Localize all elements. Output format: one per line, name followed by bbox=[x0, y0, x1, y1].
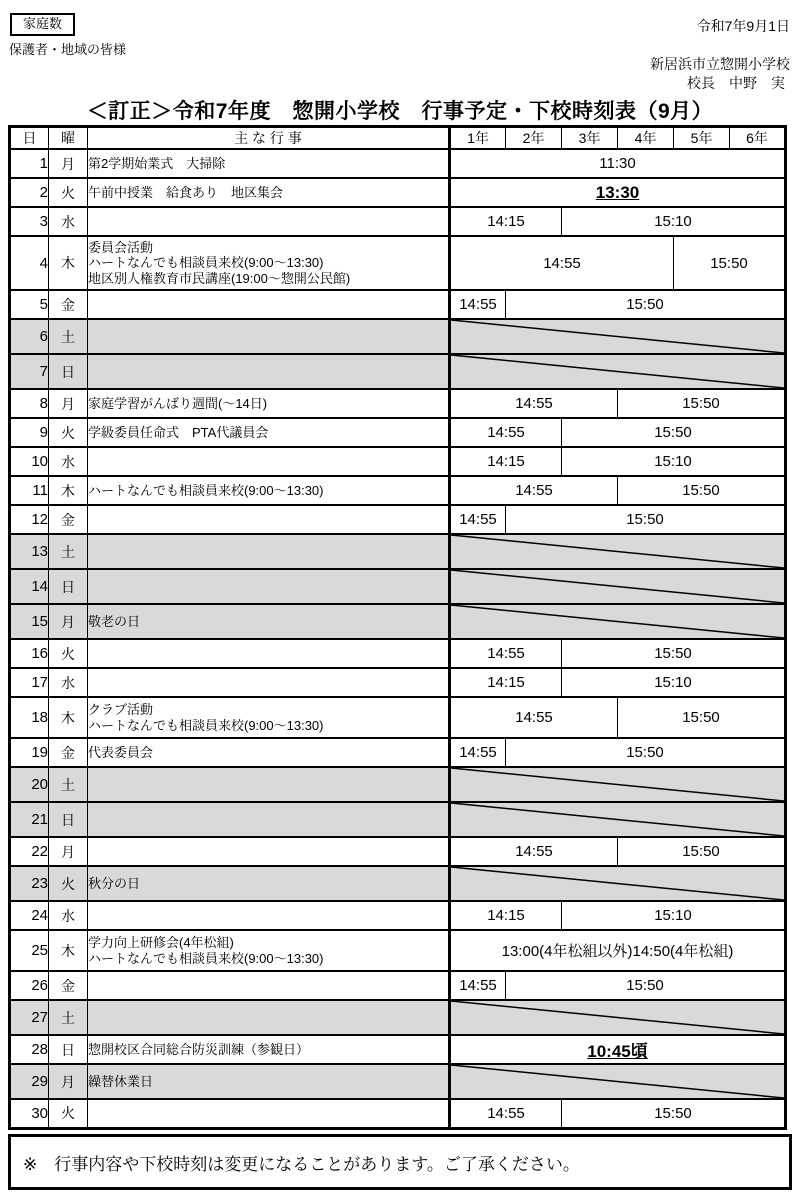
dismissal-time-cell: 15:10 bbox=[562, 901, 786, 930]
table-row bbox=[10, 569, 786, 604]
events-cell bbox=[88, 930, 450, 971]
event-text: 午前中授業 給食あり 地区集会 bbox=[88, 184, 284, 200]
events-cell bbox=[88, 418, 450, 447]
dismissal-time-cell: 15:50 bbox=[506, 505, 786, 534]
day-cell: 11 bbox=[10, 476, 49, 505]
event-text: 学力向上研修会(4年松組) bbox=[88, 935, 234, 951]
events-cell bbox=[88, 767, 450, 802]
weekday-cell: 月 bbox=[49, 604, 88, 639]
dismissal-time-cell: 15:50 bbox=[562, 1099, 786, 1128]
table-row bbox=[10, 1064, 786, 1099]
dismissal-time-cell: 14:55 bbox=[450, 505, 506, 534]
table-row bbox=[10, 418, 786, 447]
diagonal-strike-icon bbox=[451, 535, 784, 568]
dismissal-time-cell: 14:15 bbox=[450, 901, 562, 930]
diagonal-strike-icon bbox=[451, 570, 784, 603]
table-row bbox=[10, 389, 786, 418]
day-cell: 15 bbox=[10, 604, 49, 639]
weekday-cell: 水 bbox=[49, 447, 88, 476]
day-cell: 2 bbox=[10, 178, 49, 207]
no-school-cell bbox=[450, 767, 786, 802]
events-cell bbox=[88, 447, 450, 476]
day-cell: 8 bbox=[10, 389, 49, 418]
table-row bbox=[10, 149, 786, 178]
dismissal-time-cell: 15:10 bbox=[562, 447, 786, 476]
weekday-cell: 金 bbox=[49, 738, 88, 767]
dismissal-time-cell: 15:10 bbox=[562, 668, 786, 697]
weekday-cell: 木 bbox=[49, 930, 88, 971]
table-row bbox=[10, 447, 786, 476]
table-row bbox=[10, 236, 786, 290]
day-cell: 19 bbox=[10, 738, 49, 767]
table-row bbox=[10, 178, 786, 207]
events-cell bbox=[88, 389, 450, 418]
event-text: 秋分の日 bbox=[88, 875, 141, 891]
table-row bbox=[10, 604, 786, 639]
events-cell bbox=[88, 866, 450, 901]
events-cell bbox=[88, 604, 450, 639]
events-cell bbox=[88, 236, 450, 290]
dismissal-time-cell: 14:55 bbox=[450, 738, 506, 767]
table-row bbox=[10, 207, 786, 236]
dismissal-time-cell: 15:50 bbox=[674, 236, 786, 290]
day-cell: 13 bbox=[10, 534, 49, 569]
events-cell bbox=[88, 290, 450, 319]
table-row bbox=[10, 639, 786, 668]
table-row bbox=[10, 1000, 786, 1035]
events-cell bbox=[88, 901, 450, 930]
col-header-grade-6: 6年 bbox=[730, 127, 786, 150]
day-cell: 1 bbox=[10, 149, 49, 178]
day-cell: 20 bbox=[10, 767, 49, 802]
weekday-cell: 金 bbox=[49, 290, 88, 319]
day-cell: 16 bbox=[10, 639, 49, 668]
table-row bbox=[10, 971, 786, 1000]
diagonal-strike-icon bbox=[451, 867, 784, 900]
event-text: ハートなんでも相談員来校(9:00～13:30) bbox=[88, 482, 324, 498]
weekday-cell: 土 bbox=[49, 1000, 88, 1035]
col-header-grade-2: 2年 bbox=[506, 127, 562, 150]
weekday-cell: 日 bbox=[49, 354, 88, 389]
day-cell: 18 bbox=[10, 697, 49, 738]
dismissal-time-cell: 15:50 bbox=[618, 476, 786, 505]
day-cell: 30 bbox=[10, 1099, 49, 1128]
no-school-cell bbox=[450, 802, 786, 837]
events-cell bbox=[88, 697, 450, 738]
events-cell bbox=[88, 1064, 450, 1099]
weekday-cell: 土 bbox=[49, 767, 88, 802]
weekday-cell: 金 bbox=[49, 971, 88, 1000]
event-text: ハートなんでも相談員来校(9:00～13:30) bbox=[88, 717, 324, 733]
table-row bbox=[10, 1099, 786, 1128]
weekday-cell: 月 bbox=[49, 1064, 88, 1099]
event-text: 委員会活動 bbox=[88, 240, 154, 255]
event-text: 家庭学習がんばり週間(～14日) bbox=[88, 395, 268, 411]
weekday-cell: 火 bbox=[49, 1099, 88, 1128]
diagonal-strike-icon bbox=[451, 355, 784, 388]
principal-name: 校長 中野 実 bbox=[687, 75, 785, 91]
dismissal-time-cell: 14:55 bbox=[450, 389, 618, 418]
day-cell: 14 bbox=[10, 569, 49, 604]
table-row bbox=[10, 354, 786, 389]
col-header-events: 主 な 行 事 bbox=[88, 127, 450, 150]
weekday-cell: 日 bbox=[49, 569, 88, 604]
weekday-cell: 月 bbox=[49, 149, 88, 178]
dismissal-time-cell: 14:55 bbox=[450, 290, 506, 319]
weekday-cell: 木 bbox=[49, 236, 88, 290]
dismissal-time-cell: 14:15 bbox=[450, 668, 562, 697]
weekday-cell: 火 bbox=[49, 418, 88, 447]
day-cell: 10 bbox=[10, 447, 49, 476]
diagonal-strike-icon bbox=[451, 768, 784, 801]
table-row bbox=[10, 1035, 786, 1064]
table-row bbox=[10, 802, 786, 837]
no-school-cell bbox=[450, 604, 786, 639]
dismissal-time-cell: 14:15 bbox=[450, 447, 562, 476]
audience-text: 保護者・地域の皆様 bbox=[9, 42, 127, 57]
issue-date: 令和7年9月1日 bbox=[696, 18, 790, 34]
weekday-cell: 日 bbox=[49, 802, 88, 837]
dismissal-time-cell: 15:10 bbox=[562, 207, 786, 236]
col-header-day: 日 bbox=[10, 127, 49, 150]
dismissal-time-emphasis: 13:30 bbox=[595, 182, 640, 202]
weekday-cell: 水 bbox=[49, 668, 88, 697]
no-school-cell bbox=[450, 354, 786, 389]
weekday-cell: 木 bbox=[49, 476, 88, 505]
dismissal-time-cell: 14:55 bbox=[450, 1099, 562, 1128]
no-school-cell bbox=[450, 866, 786, 901]
day-cell: 26 bbox=[10, 971, 49, 1000]
diagonal-strike-icon bbox=[451, 605, 784, 638]
dismissal-time-cell: 15:50 bbox=[618, 389, 786, 418]
family-count-box bbox=[10, 13, 75, 36]
dismissal-time-emphasis: 10:45頃 bbox=[587, 1042, 648, 1061]
event-text: 繰替休業日 bbox=[88, 1073, 154, 1089]
day-cell: 25 bbox=[10, 930, 49, 971]
table-row bbox=[10, 534, 786, 569]
events-cell bbox=[88, 178, 450, 207]
table-row bbox=[10, 901, 786, 930]
day-cell: 21 bbox=[10, 802, 49, 837]
dismissal-time-cell: 14:55 bbox=[450, 476, 618, 505]
dismissal-time-cell: 14:55 bbox=[450, 697, 618, 738]
dismissal-time-cell: 11:30 bbox=[450, 149, 786, 178]
events-cell bbox=[88, 1099, 450, 1128]
header-row bbox=[10, 127, 786, 150]
events-cell bbox=[88, 505, 450, 534]
dismissal-time-cell: 14:55 bbox=[450, 639, 562, 668]
day-cell: 27 bbox=[10, 1000, 49, 1035]
weekday-cell: 火 bbox=[49, 639, 88, 668]
events-cell bbox=[88, 149, 450, 178]
diagonal-strike-icon bbox=[451, 803, 784, 836]
dismissal-time-cell: 15:50 bbox=[506, 290, 786, 319]
dismissal-time-cell: 13:00(4年松組以外)14:50(4年松組) bbox=[450, 930, 786, 971]
event-text: ハートなんでも相談員来校(9:00～13:30) bbox=[88, 950, 324, 966]
weekday-cell: 金 bbox=[49, 505, 88, 534]
events-cell bbox=[88, 639, 450, 668]
family-count-label: 家庭数 bbox=[23, 16, 63, 31]
events-cell bbox=[88, 802, 450, 837]
day-cell: 7 bbox=[10, 354, 49, 389]
day-cell: 17 bbox=[10, 668, 49, 697]
day-cell: 28 bbox=[10, 1035, 49, 1064]
table-row bbox=[10, 767, 786, 802]
table-row bbox=[10, 668, 786, 697]
dismissal-time-cell: 15:50 bbox=[506, 971, 786, 1000]
weekday-cell: 月 bbox=[49, 389, 88, 418]
weekday-cell: 月 bbox=[49, 837, 88, 866]
day-cell: 4 bbox=[10, 236, 49, 290]
no-school-cell bbox=[450, 569, 786, 604]
table-row bbox=[10, 866, 786, 901]
event-text: 惣開校区合同総合防災訓練（参観日） bbox=[88, 1041, 310, 1057]
events-cell bbox=[88, 1000, 450, 1035]
diagonal-strike-icon bbox=[451, 1001, 784, 1034]
event-text: 第2学期始業式 大掃除 bbox=[88, 155, 226, 171]
events-cell bbox=[88, 971, 450, 1000]
col-header-grade-1: 1年 bbox=[450, 127, 506, 150]
events-cell bbox=[88, 207, 450, 236]
dismissal-time-cell bbox=[450, 178, 786, 207]
event-text: クラブ活動 bbox=[88, 702, 154, 718]
table-row bbox=[10, 290, 786, 319]
table-row bbox=[10, 837, 786, 866]
dismissal-time-cell: 15:50 bbox=[562, 639, 786, 668]
event-text: 学級委員任命式 PTA代議員会 bbox=[88, 424, 269, 440]
weekday-cell: 水 bbox=[49, 901, 88, 930]
event-text: 代表委員会 bbox=[88, 744, 154, 760]
dismissal-time-cell: 14:55 bbox=[450, 236, 674, 290]
day-cell: 12 bbox=[10, 505, 49, 534]
event-text: ハートなんでも相談員来校(9:00～13:30) bbox=[88, 255, 324, 271]
col-header-grade-4: 4年 bbox=[618, 127, 674, 150]
events-cell bbox=[88, 354, 450, 389]
col-header-grade-3: 3年 bbox=[562, 127, 618, 150]
event-text: 地区別人権教育市民講座(19:00～惣開公民館) bbox=[88, 270, 351, 286]
table-row bbox=[10, 697, 786, 738]
dismissal-time-cell: 15:50 bbox=[506, 738, 786, 767]
note-text: ※ 行事内容や下校時刻は変更になることがあります。ご了承ください。 bbox=[23, 1154, 580, 1174]
col-header-grade-5: 5年 bbox=[674, 127, 730, 150]
no-school-cell bbox=[450, 534, 786, 569]
table-row bbox=[10, 476, 786, 505]
weekday-cell: 火 bbox=[49, 866, 88, 901]
table-row bbox=[10, 319, 786, 354]
school-name: 新居浜市立惣開小学校 bbox=[650, 56, 790, 72]
note-box bbox=[8, 1134, 792, 1190]
schedule-table bbox=[8, 125, 787, 1130]
weekday-cell: 土 bbox=[49, 534, 88, 569]
day-cell: 29 bbox=[10, 1064, 49, 1099]
events-cell bbox=[88, 476, 450, 505]
dismissal-time-cell: 14:55 bbox=[450, 837, 618, 866]
table-row bbox=[10, 738, 786, 767]
day-cell: 9 bbox=[10, 418, 49, 447]
no-school-cell bbox=[450, 1064, 786, 1099]
dismissal-time-cell: 15:50 bbox=[618, 837, 786, 866]
table-row bbox=[10, 930, 786, 971]
day-cell: 24 bbox=[10, 901, 49, 930]
table-row bbox=[10, 505, 786, 534]
weekday-cell: 木 bbox=[49, 697, 88, 738]
col-header-weekday: 曜 bbox=[49, 127, 88, 150]
dismissal-time-cell: 15:50 bbox=[618, 697, 786, 738]
weekday-cell: 水 bbox=[49, 207, 88, 236]
diagonal-strike-icon bbox=[451, 1065, 784, 1098]
events-cell bbox=[88, 738, 450, 767]
events-cell bbox=[88, 319, 450, 354]
dismissal-time-cell: 14:55 bbox=[450, 971, 506, 1000]
day-cell: 23 bbox=[10, 866, 49, 901]
day-cell: 22 bbox=[10, 837, 49, 866]
day-cell: 5 bbox=[10, 290, 49, 319]
dismissal-time-cell: 14:15 bbox=[450, 207, 562, 236]
dismissal-time-cell: 14:55 bbox=[450, 418, 562, 447]
events-cell bbox=[88, 668, 450, 697]
no-school-cell bbox=[450, 1000, 786, 1035]
event-text: 敬老の日 bbox=[88, 613, 141, 629]
day-cell: 3 bbox=[10, 207, 49, 236]
day-cell: 6 bbox=[10, 319, 49, 354]
weekday-cell: 日 bbox=[49, 1035, 88, 1064]
dismissal-time-cell: 15:50 bbox=[562, 418, 786, 447]
weekday-cell: 火 bbox=[49, 178, 88, 207]
page-title: ＜訂正＞令和7年度 惣開小学校 行事予定・下校時刻表（9月） bbox=[86, 100, 714, 123]
events-cell bbox=[88, 569, 450, 604]
no-school-cell bbox=[450, 319, 786, 354]
weekday-cell: 土 bbox=[49, 319, 88, 354]
events-cell bbox=[88, 1035, 450, 1064]
diagonal-strike-icon bbox=[451, 320, 784, 353]
dismissal-time-cell bbox=[450, 1035, 786, 1064]
events-cell bbox=[88, 837, 450, 866]
events-cell bbox=[88, 534, 450, 569]
